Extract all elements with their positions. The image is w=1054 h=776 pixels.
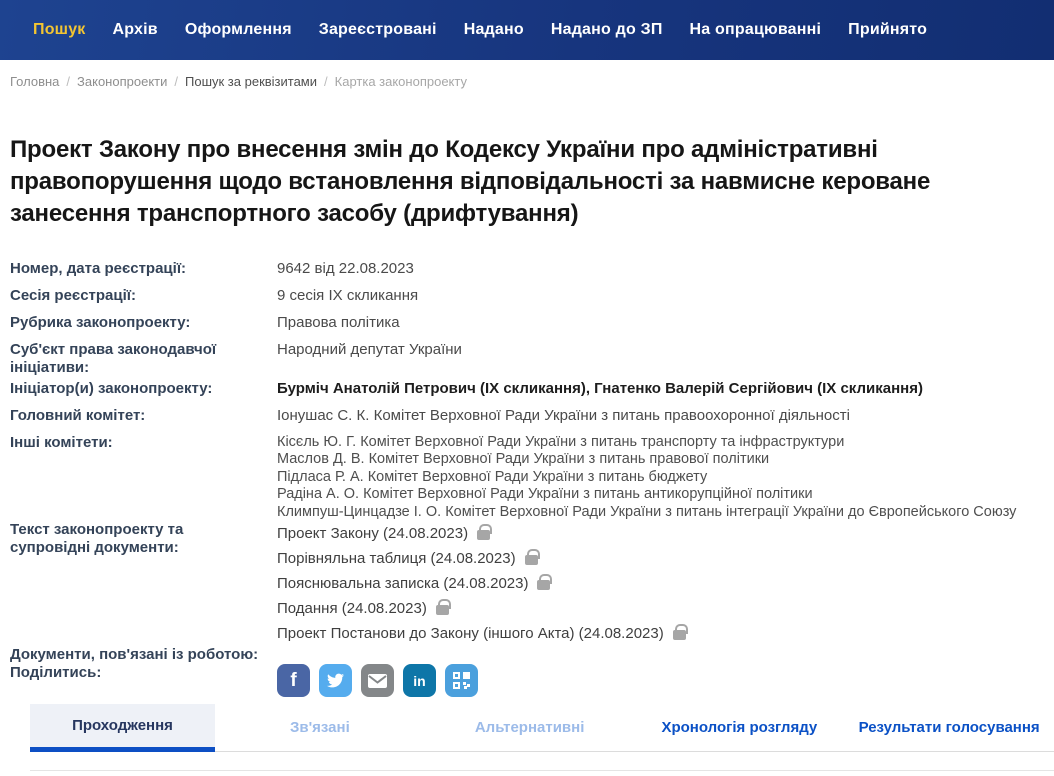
nav-item-archive[interactable]: Архів: [112, 21, 158, 38]
committee-item: Підласа Р. А. Комітет Верховної Ради України з питань бюджету: [277, 468, 708, 485]
field-value: Правова політика: [277, 314, 400, 331]
committee-item: Радіна А. О. Комітет Верховної Ради України з питань антикорупційної політики: [277, 486, 813, 503]
field-label: Суб'єкт права законодавчої ініціативи:: [10, 341, 217, 376]
field-label: Сесія реєстрації:: [10, 287, 136, 304]
committee-item: Климпуш-Цинцадзе І. О. Комітет Верховної Ради України з питань інтеграції України до Європейського Союзу: [277, 503, 1017, 520]
page-title: Проект Закону про внесення змін до Кодексу України про адміністративні правопорушення щодо встановлення відповідальності за навмисне кероване занесення транспортного засобу (дрифтування): [10, 136, 931, 227]
main-committee-value: Іонушас С. К. Комітет Верховної Ради України з питань правоохоронної діяльності: [277, 407, 850, 424]
facebook-share-button[interactable]: [277, 664, 310, 697]
document-link[interactable]: Подання (24.08.2023): [277, 599, 427, 617]
field-label: Текст законопроекту та супровідні документи:: [10, 521, 184, 557]
field-value: Народний депутат України: [277, 341, 462, 358]
document-row: [277, 521, 1044, 546]
documents-list: [277, 521, 1044, 646]
field-value: 9 сесія ІХ скликання: [277, 287, 419, 304]
field-label: Документи, пов'язані із роботою:: [10, 646, 259, 664]
breadcrumb-home[interactable]: Головна: [10, 74, 60, 89]
document-row: [277, 621, 1044, 646]
field-row-session: [10, 287, 1044, 305]
email-share-button[interactable]: [361, 664, 394, 697]
lock-icon: [525, 555, 538, 565]
breadcrumb-separator: /: [66, 74, 71, 89]
breadcrumb-current-bill-card: Картка законопроекту: [334, 74, 467, 89]
field-label: Рубрика законопроекту:: [10, 314, 191, 331]
breadcrumb-separator: /: [174, 74, 178, 89]
share-buttons: [277, 664, 1044, 697]
nav-item-submitted[interactable]: Надано: [463, 21, 524, 38]
other-committees-list: [277, 434, 1044, 521]
bill-tabs: [30, 704, 1054, 752]
committee-item: Кісєль Ю. Г. Комітет Верховної Ради України з питань транспорту та інфраструктури: [277, 434, 845, 450]
document-link[interactable]: Проект Закону (24.08.2023): [277, 524, 469, 542]
field-row-initiators: [10, 380, 1044, 398]
nav-item-search[interactable]: Пошук: [33, 21, 86, 38]
nav-item-in-progress[interactable]: На опрацюванні: [689, 21, 822, 38]
lock-icon: [537, 580, 550, 590]
field-label: Головний комітет:: [10, 407, 146, 424]
committee-item: Маслов Д. В. Комітет Верховної Ради України з питань правової політики: [277, 451, 770, 468]
twitter-icon: [327, 672, 344, 689]
field-row-main-committee: [10, 407, 1044, 425]
field-row-related-documents: [10, 646, 1044, 664]
field-label: Поділитись:: [10, 664, 102, 682]
tab-chronology[interactable]: Хронологія розгляду: [635, 704, 845, 752]
linkedin-icon: in: [413, 672, 426, 689]
breadcrumb-separator: /: [324, 74, 328, 89]
tab-related: Зв'язані: [215, 704, 425, 752]
nav-item-submitted-to-zp[interactable]: Надано до ЗП: [550, 21, 663, 38]
bill-details: [10, 260, 1044, 697]
field-label: Ініціатор(и) законопроекту:: [10, 380, 213, 397]
tab-voting-results[interactable]: Результати голосування: [844, 704, 1054, 752]
section-divider: [30, 770, 1054, 771]
qr-code-icon: [453, 672, 470, 689]
field-label: Інші комітети:: [10, 434, 113, 451]
lock-icon: [477, 530, 490, 540]
breadcrumb-search-by-details[interactable]: Пошук за реквізитами: [185, 74, 318, 89]
lock-icon: [436, 605, 449, 615]
field-row-documents: [10, 521, 1044, 646]
nav-item-adopted[interactable]: Прийнято: [848, 21, 928, 38]
tab-passage[interactable]: Проходження: [30, 704, 215, 752]
facebook-icon: f: [290, 669, 297, 691]
field-row-share: [10, 664, 1044, 697]
top-navigation: [0, 0, 1054, 60]
field-label: Номер, дата реєстрації:: [10, 260, 187, 277]
document-link[interactable]: Проект Постанови до Закону (іншого Акта) (24.08.2023): [277, 624, 664, 642]
document-row: [277, 546, 1044, 571]
twitter-share-button[interactable]: [319, 664, 352, 697]
nav-item-design[interactable]: Оформлення: [184, 21, 292, 38]
tab-alternatives: Альтернативні: [425, 704, 635, 752]
breadcrumb-bills[interactable]: Законопроекти: [77, 74, 168, 89]
document-row: [277, 571, 1044, 596]
field-row-registration: [10, 260, 1044, 278]
document-link[interactable]: Пояснювальна записка (24.08.2023): [277, 574, 529, 592]
nav-item-registered[interactable]: Зареєстровані: [318, 21, 437, 38]
document-link[interactable]: Порівняльна таблиця (24.08.2023): [277, 549, 516, 567]
initiators-value: Бурміч Анатолій Петрович (ІХ скликання), Гнатенко Валерій Сергійович (ІХ скликання): [277, 380, 923, 397]
field-row-rubric: [10, 314, 1044, 332]
email-icon: [368, 674, 387, 688]
linkedin-share-button[interactable]: [403, 664, 436, 697]
breadcrumb: [10, 74, 1054, 89]
field-value: 9642 від 22.08.2023: [277, 260, 414, 277]
document-row: [277, 596, 1044, 621]
qr-code-share-button[interactable]: [445, 664, 478, 697]
field-row-subject: [10, 341, 1044, 377]
field-row-other-committees: [10, 434, 1044, 521]
lock-icon: [673, 630, 686, 640]
